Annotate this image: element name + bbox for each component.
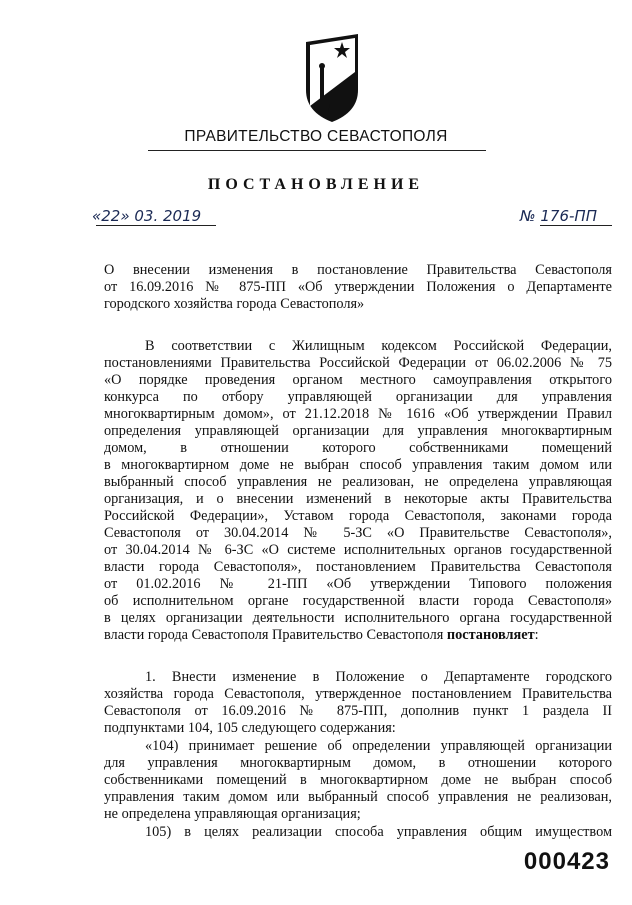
item104-line: «104) принимает решение об определении управляющей организации	[145, 738, 612, 754]
item1-line: подпунктами 104, 105 следующего содержания:	[104, 720, 396, 736]
preamble-line: определения управляющей организации для управления многоквартирным	[104, 423, 612, 439]
item105-line: 105) в целях реализации способа управления общим имуществом	[145, 824, 612, 840]
subject-line: от 16.09.2016 № 875-ПП «Об утверждении Положения о Департаменте	[104, 279, 612, 295]
item1-line: Севастополя от 16.09.2016 № 875-ПП, дополнив пункт 1 раздела II	[104, 703, 612, 719]
preamble-line: от 30.04.2014 № 6-ЗС «О системе исполнительных органов государственной	[104, 542, 612, 558]
item104-line: для управления многоквартирным домом, в отношении которого	[104, 755, 612, 771]
preamble-line: выбранный способ управления не реализован, не определена управляющая	[104, 474, 612, 490]
document-number: № 176-ПП	[520, 207, 597, 225]
preamble-line: домом, в отношении которого собственниками помещений	[104, 440, 612, 456]
item1-line: 1. Внести изменение в Положение о Департаменте городского	[145, 669, 612, 685]
item104-line: управления таким домом или выбранный способ управления не реализован,	[104, 789, 612, 805]
preamble-colon: :	[534, 627, 539, 643]
preamble-line: власти города Севастополя», постановлением Правительства Севастополя	[104, 559, 612, 575]
subject-line: городского хозяйства города Севастополя»	[104, 296, 365, 312]
preamble-line: постановлениями Правительства Российской Федерации от 06.02.2006 № 75	[104, 355, 612, 371]
sevastopol-coat-of-arms-icon	[300, 28, 364, 124]
resolves-keyword: постановляет	[446, 627, 535, 643]
preamble-line: Севастополя от 30.04.2014 № 5-ЗС «О Правительстве Севастополя»,	[104, 525, 612, 541]
number-underline	[540, 225, 612, 226]
preamble-line: В соответствии с Жилищным кодексом Российской Федерации,	[145, 338, 612, 354]
item104-line: собственниками помещений в многоквартирном доме не выбран способ	[104, 772, 612, 788]
date-underline	[96, 225, 216, 226]
subject-line: О внесении изменения в постановление Правительства Севастополя	[104, 262, 612, 278]
preamble-line: в многоквартирном доме не выбран способ управления таким домом или	[104, 457, 612, 473]
preamble-line: об исполнительном органе государственной власти города Севастополя»	[104, 593, 612, 609]
preamble-line: многоквартирным домом», от 21.12.2018 № 1616 «Об утверждении Правил	[104, 406, 612, 422]
preamble-line: «О порядке проведения органом местного самоуправления открытого	[104, 372, 612, 388]
government-name: ПРАВИТЕЛЬСТВО СЕВАСТОПОЛЯ	[184, 128, 448, 145]
item104-line: не определена управляющая организация;	[104, 806, 361, 822]
preamble-last-line	[104, 627, 539, 644]
document-type-title: ПОСТАНОВЛЕНИЕ	[207, 176, 425, 193]
document-date: «22» 03. 2019	[92, 207, 202, 225]
preamble-line: от 01.02.2016 № 21-ПП «Об утверждении Типового положения	[104, 576, 612, 592]
preamble-line: конкурса по отбору управляющей организации для управления	[104, 389, 612, 405]
item1-line: хозяйства города Севастополя, утвержденное постановлением Правительства	[104, 686, 612, 702]
preamble-line: организация, и о внесении изменений в некоторые акты Правительства	[104, 491, 612, 507]
preamble-line: в целях организации деятельности исполнительного органа государственной	[104, 610, 612, 626]
header-divider	[148, 150, 486, 151]
preamble-last-text: власти города Севастополя Правительство Севастополя	[104, 627, 447, 643]
preamble-line: Российской Федерации», Уставом города Севастополя, законами города	[104, 508, 612, 524]
serial-number: 000423	[523, 848, 610, 875]
